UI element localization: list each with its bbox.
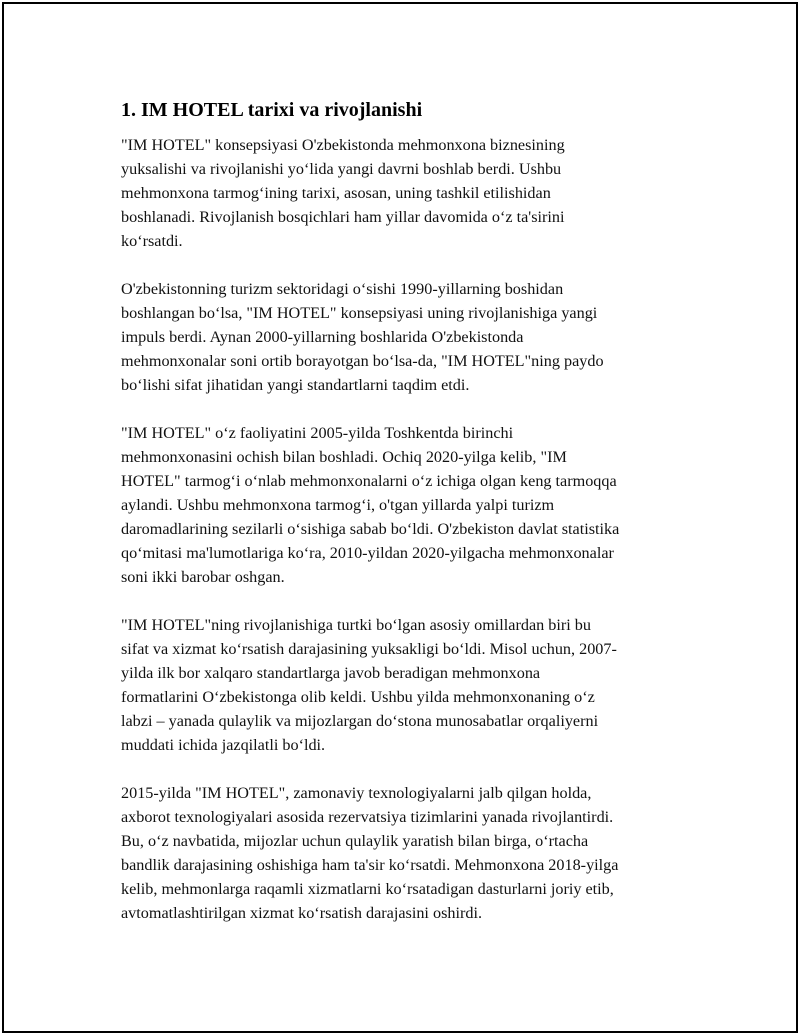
paragraph-4: "IM HOTEL"ning rivojlanishiga turtki bo‘lgan asosiy omillardan biri bu sifat va xizmat ko‘rsatish darajasining yuksakligi bo‘ldi. Misol uchun, 2007- yilda ilk bor xalqaro standartlarga javob beradigan mehmonxona formatlarini O‘zbekistonga olib keldi. Ushbu yilda mehmonxonaning o‘z labzi – yanada qulaylik va mijozlargan do‘stona munosabatlar orqaliyerni muddati ichida jazqilatli bo‘ldi. (121, 616, 617, 754)
paragraph-3: "IM HOTEL" o‘z faoliyatini 2005-yilda Toshkentda birinchi mehmonxonasini ochish bilan boshladi. Ochiq 2020-yilga kelib, "IM HOTEL" tarmog‘i o‘nlab mehmonxonalarni o‘z ichiga olgan keng tarmoqqa aylandi. Ushbu mehmonxona tarmog‘i, o'tgan yillarda yalpi turizm daromadlarining sezilarli o‘sishiga sabab bo‘ldi. O'zbekiston davlat statistika qo‘mitasi ma'lumotlariga ko‘ra, 2010-yildan 2020-yilgacha mehmonxonalar soni ikki barobar oshgan. (121, 424, 620, 586)
document-body (121, 97, 691, 949)
paragraph-1: "IM HOTEL" konsepsiyasi O'zbekistonda mehmonxona biznesining yuksalishi va rivojlanishi yo‘lida yangi davrni boshlab berdi. Ushbu mehmonxona tarmog‘ining tarixi, asosan, uning tashkil etilishidan boshlanadi. Rivojlanish bosqichlari ham yillar davomida o‘z ta'sirini ko‘rsatdi. (121, 136, 565, 250)
page-frame (2, 2, 798, 1033)
paragraph-2: O'zbekistonning turizm sektoridagi o‘sishi 1990-yillarning boshidan boshlangan bo‘lsa, "IM HOTEL" konsepsiyasi uning rivojlanishiga yangi impuls berdi. Aynan 2000-yillarning boshlarida O'zbekistonda mehmonxonalar soni ortib borayotgan bo‘lsa-da, "IM HOTEL"ning paydo bo‘lishi sifat jihatidan yangi standartlarni taqdim etdi. (121, 280, 604, 394)
section-heading: 1. IM HOTEL tarixi va rivojlanishi (121, 99, 423, 121)
paragraph-5: 2015-yilda "IM HOTEL", zamonaviy texnologiyalarni jalb qilgan holda, axborot texnologiyalari asosida rezervatsiya tizimlarini yanada rivojlantirdi. Bu, o‘z navbatida, mijozlar uchun qulaylik yaratish bilan birga, o‘rtacha bandlik darajasining oshishiga ham ta'sir ko‘rsatdi. Mehmonxona 2018-yilga kelib, mehmonlarga raqamli xizmatlarni ko‘rsatadigan dasturlarni joriy etib, avtomatlashtirilgan xizmat ko‘rsatish darajasini oshirdi. (121, 784, 619, 922)
